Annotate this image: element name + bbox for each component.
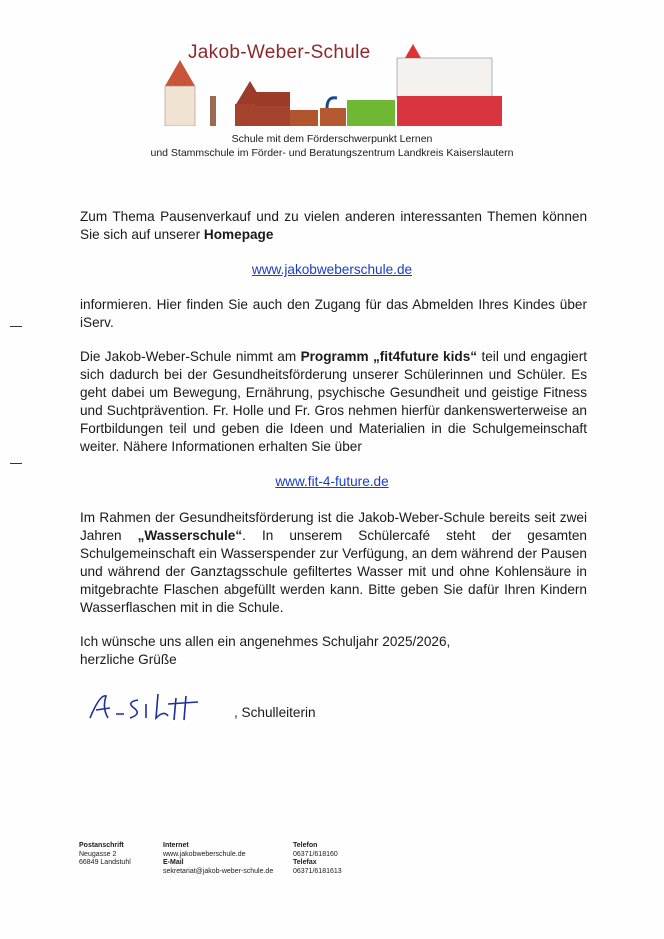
greeting-line: herzliche Grüße [80,652,177,667]
bold-text: „Wasserschule“ [137,528,243,543]
closing [80,633,587,669]
label: Telefax [293,859,317,866]
signer-role: , Schulleiterin [234,705,316,720]
footer-phone [293,842,342,876]
text: Zum Thema Pausenverkauf und zu vielen anderen interessanten Themen können Sie sich auf unserer [80,209,587,242]
text: Die Jakob-Weber-Schule nimmt am [80,349,301,364]
homepage-link[interactable]: www.jakobweberschule.de [251,262,413,277]
street: Neugasse 2 [79,850,117,858]
school-subtitle [0,132,664,160]
bold-text: Programm „fit4future kids“ [300,349,478,364]
text: teil und engagiert sich dadurch bei der Gesundheitsförderung unserer Schülerinnen und Schüler. Es geht dabei um Bewegung, Ernährung, psychische Gesundheit und geistige Fitness und Suchtprävention. Fr. Holle und Fr. Gros nehmen hierfür dankenswerterweise an Fortbildungen teil und geben die Ideen und Materialien in die Schulgemeinschaft weiter. Nähere Informationen erhalten Sie über [80,349,588,454]
text: Im Rahmen der Gesundheitsförderung ist die Jakob-Weber-Schule bereits seit zwei Jahren [80,510,587,543]
subtitle-line-1: Schule mit dem Förderschwerpunkt Lernen [231,133,433,145]
fold-mark [10,463,22,464]
subtitle-line-2: und Stammschule im Förder- und Beratungszentrum Landkreis Kaiserslautern [150,147,514,159]
paragraph-fit4future [80,348,587,456]
fit4future-link[interactable]: www.fit-4-future.de [275,474,389,489]
label: Postanschrift [79,842,124,849]
text: . In unserem Schülercafé steht der gesamten Schulgemeinschaft ein Wasserspender zur Verfügung, an dem während der Pausen und während der Ganztagsschule gefiltertes Wasser mit und ohne Kohlensäure in mitgebrachte Flaschen abgefüllt werden kann. Bitte geben Sie dafür Ihren Kindern Wasserflaschen mit in die Schule. [80,528,587,615]
bold-text: Homepage [203,227,274,242]
signature [86,690,216,724]
city: 66849 Landstuhl [79,859,131,866]
school-name: Jakob-Weber-Schule [188,42,371,63]
paragraph-homepage [80,208,587,244]
phone: 06371/618160 [293,850,338,858]
paragraph-wasserschule [80,509,587,617]
paragraph-iserv: informieren. Hier finden Sie auch den Zugang für das Abmelden Ihres Kindes über iServ. [80,297,587,330]
label: Telefon [293,842,318,849]
website[interactable]: www.jakobweberschule.de [163,850,246,858]
footer-postal [79,842,131,868]
closing-line: Ich wünsche uns allen ein angenehmes Schuljahr 2025/2026, [80,634,451,649]
label: E-Mail [163,859,184,866]
fax: 06371/6181613 [293,867,342,875]
email[interactable]: sekretariat@jakob-weber-schule.de [163,867,274,875]
label: Internet [163,842,189,849]
fold-mark [10,326,22,327]
footer-internet [163,842,273,876]
